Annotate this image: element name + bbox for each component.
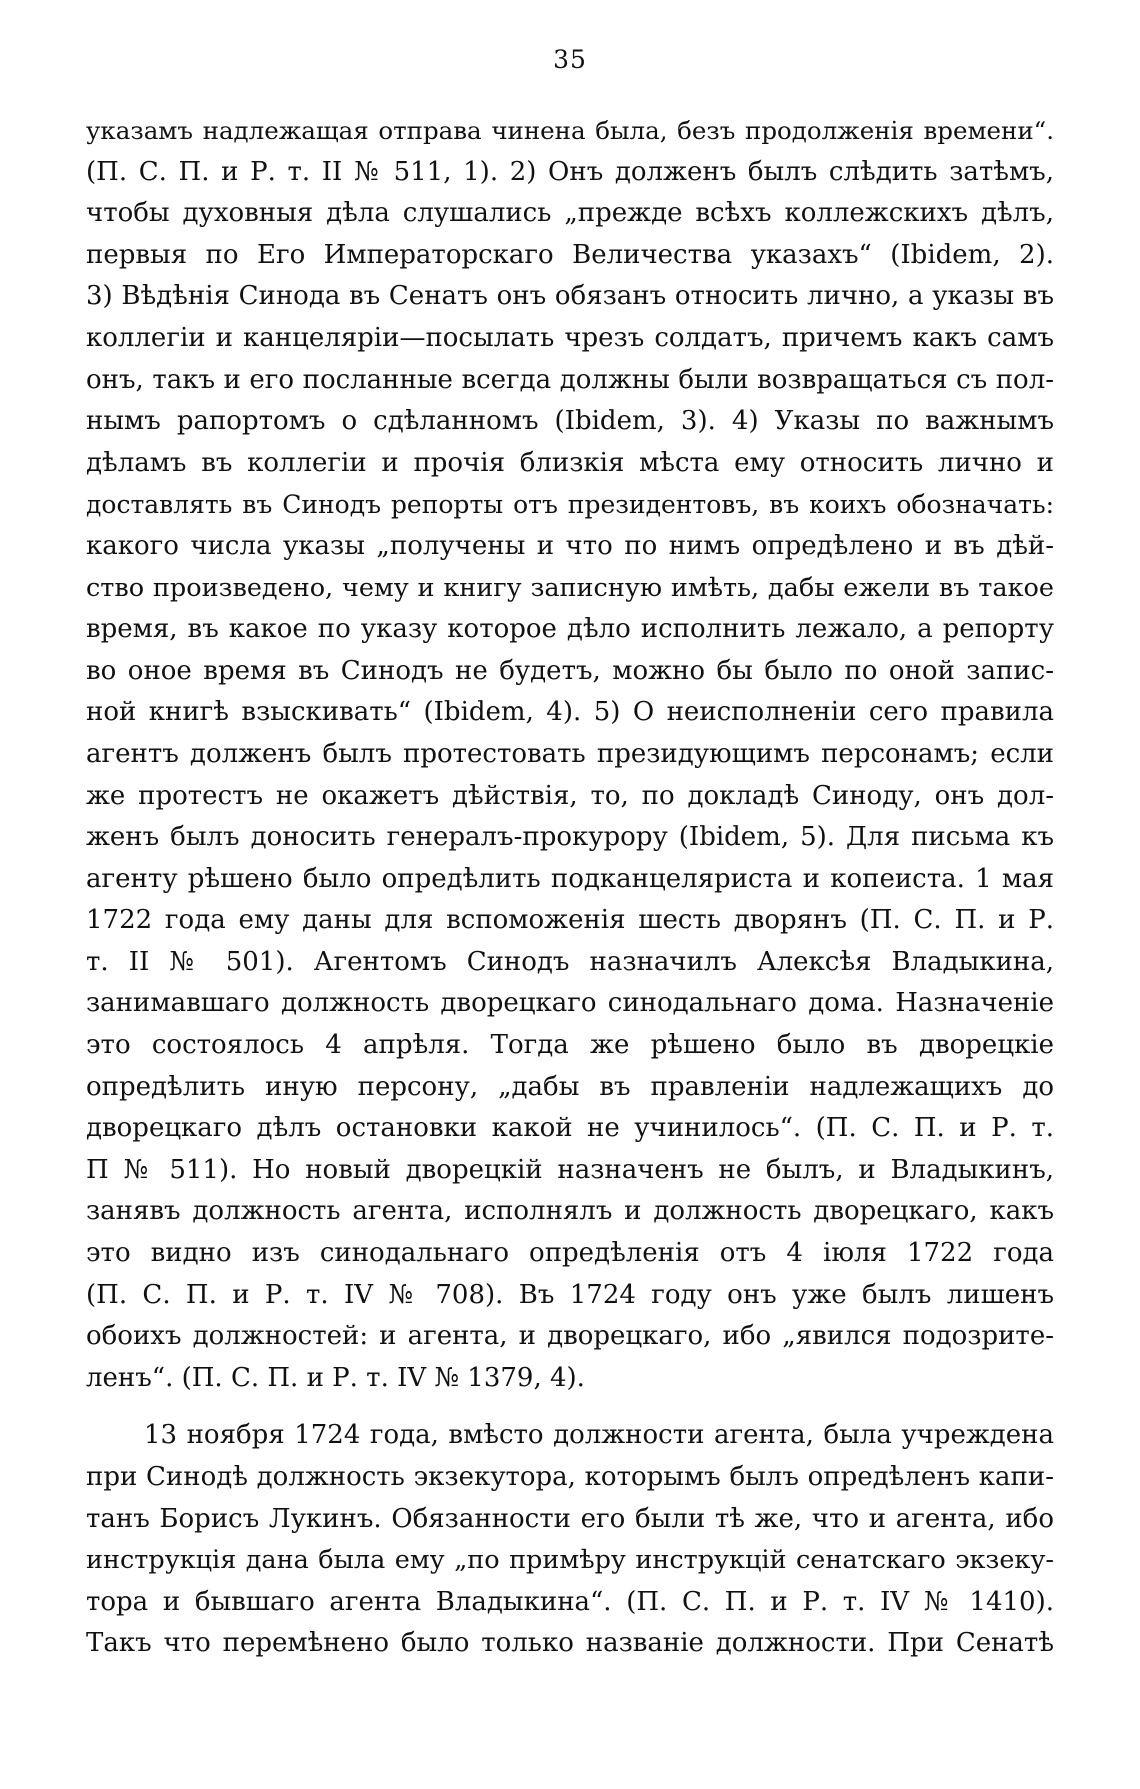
paragraph-gap	[86, 1399, 1054, 1415]
text-line: коллегіи и канцеляріи—посылать чрезъ солдатъ, причемъ какъ самъ	[86, 322, 1054, 353]
text-line: женъ былъ доносить генералъ-прокурору (Ibidem, 5). Для письма къ	[86, 822, 1054, 853]
text-line: дѣламъ въ коллегіи и прочія близкія мѣста ему относить лично и	[86, 447, 1054, 478]
text-line: же протестъ не окажетъ дѣйствія, то, по докладѣ Синоду, онъ дол-	[86, 780, 1054, 811]
paragraph-2	[86, 1415, 1054, 1665]
text-line: П № 511). Но новый дворецкій назначенъ не былъ, и Владыкинъ,	[86, 1154, 1054, 1185]
text-line: ной книгѣ взыскивать“ (Ibidem, 4). 5) О неисполненіи сего правила	[86, 697, 1054, 728]
text-line: Такъ что перемѣнено было только названіе должности. При Сенатѣ	[86, 1628, 1054, 1659]
text-line: онъ, такъ и его посланные всегда должны были возвращаться съ пол-	[86, 364, 1054, 395]
text-line: во оное время въ Синодъ не будетъ, можно бы было по оной запис-	[86, 655, 1054, 686]
text-line: нымъ рапортомъ о сдѣланномъ (Ibidem, 3). 4) Указы по важнымъ	[86, 406, 1054, 437]
text-line: 3) Вѣдѣнія Синода въ Сенатъ онъ обязанъ относить лично, а указы въ	[86, 281, 1054, 312]
text-line: занявъ должность агента, исполнялъ и должность дворецкаго, какъ	[86, 1196, 1054, 1227]
text-line: время, въ какое по указу которое дѣло исполнить лежало, а репорту	[86, 614, 1054, 645]
text-line: первыя по Его Императорскаго Величества указахъ“ (Ibidem, 2).	[86, 239, 1054, 270]
text-line: тора и бывшаго агента Владыкина“. (П. С. П. и Р. т. IV № 1410).	[86, 1586, 1054, 1617]
body-text	[86, 110, 1054, 1665]
text-line: танъ Борисъ Лукинъ. Обязанности его были тѣ же, что и агента, ибо	[86, 1503, 1054, 1534]
paragraph-1	[86, 110, 1054, 1399]
text-line: 1722 года ему даны для вспоможенія шесть дворянъ (П. С. П. и Р.	[86, 905, 1054, 936]
text-line: доставлять въ Синодъ репорты отъ президентовъ, въ коихъ обозначать:	[86, 490, 1054, 520]
text-line: чтобы духовныя дѣла слушались „прежде всѣхъ коллежскихъ дѣлъ,	[86, 198, 1054, 229]
text-line: инструкція дана была ему „по примѣру инструкцій сенатскаго экзеку-	[86, 1545, 1054, 1576]
text-line: ство произведено, чему и книгу записную имѣть, дабы ежели въ такое	[86, 572, 1054, 603]
text-line: агентъ долженъ былъ протестовать президующимъ персонамъ; если	[86, 738, 1054, 769]
text-line: опредѣлить иную персону, „дабы въ правленіи надлежащихъ до	[86, 1071, 1054, 1102]
text-line: какого числа указы „получены и что по нимъ опредѣлено и въ дѣй-	[86, 530, 1054, 561]
text-line: т. II № 501). Агентомъ Синодъ назначилъ Алексѣя Владыкина,	[86, 946, 1054, 977]
text-line: указамъ надлежащая отправа чинена была, безъ продолженія времени“.	[86, 116, 1054, 145]
text-line: это видно изъ синодальнаго опредѣленія отъ 4 іюля 1722 года	[86, 1238, 1054, 1269]
text-line: ленъ“. (П. С. П. и Р. т. IV № 1379, 4).	[86, 1362, 585, 1393]
text-line: 13 ноября 1724 года, вмѣсто должности агента, была учреждена	[144, 1420, 1054, 1451]
text-line: занимавшаго должность дворецкаго синодальнаго дома. Назначеніе	[86, 988, 1054, 1019]
page-number: 35	[553, 45, 587, 74]
text-line: при Синодѣ должность экзекутора, которымъ былъ опредѣленъ капи-	[86, 1462, 1054, 1492]
text-line: агенту рѣшено было опредѣлить подканцеляриста и копеиста. 1 мая	[86, 863, 1054, 894]
text-line: (П. С. П. и Р. т. IV № 708). Въ 1724 году онъ уже былъ лишенъ	[86, 1279, 1054, 1310]
text-line: это состоялось 4 апрѣля. Тогда же рѣшено было въ дворецкіе	[86, 1030, 1054, 1061]
text-line: обоихъ должностей: и агента, и дворецкаго, ибо „явился подозрите-	[86, 1321, 1054, 1352]
text-line: (П. С. П. и Р. т. II № 511, 1). 2) Онъ долженъ былъ слѣдить затѣмъ,	[86, 156, 1054, 187]
text-line: дворецкаго дѣлъ остановки какой не учинилось“. (П. С. П. и Р. т.	[86, 1113, 1054, 1144]
